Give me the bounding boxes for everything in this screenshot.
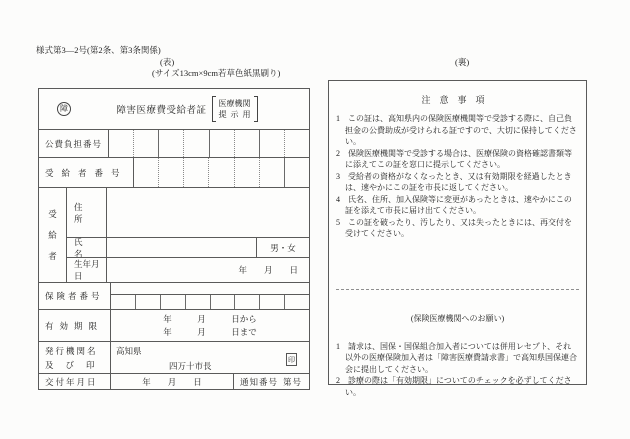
circled-sho-mark-icon — [57, 102, 71, 116]
digit-cell — [234, 158, 259, 187]
digit-cell — [183, 158, 208, 187]
digit-cell — [158, 158, 183, 187]
digit-cell — [160, 295, 185, 309]
mayor-name: 四万十市長 — [169, 361, 212, 371]
insurer-number-row — [39, 282, 309, 309]
digit-cell — [209, 130, 234, 157]
digit-cell — [158, 130, 183, 157]
right-bracket-icon — [254, 96, 258, 122]
validity-period-value — [111, 310, 309, 341]
notice-number-cell — [233, 374, 309, 389]
digit-cell — [111, 295, 135, 309]
digit-cell — [234, 295, 259, 309]
name-value-cell — [107, 238, 256, 257]
validity-period-label: 有効期限 — [39, 310, 111, 341]
presentation-bracket — [212, 96, 258, 122]
recipient-number-row — [39, 157, 309, 187]
digit-cell — [284, 295, 309, 309]
issue-date-label: 交付年月日 — [39, 374, 111, 389]
insurer-number-blank-strip — [111, 283, 309, 295]
issuing-authority-label — [39, 342, 111, 373]
valid-to-line: 年 月 日まで — [163, 327, 257, 337]
digit-cell — [284, 130, 309, 157]
insurer-number-cells — [111, 295, 309, 309]
recipient-vertical-label — [39, 188, 67, 282]
issuing-authority-value — [111, 342, 309, 373]
digit-cell — [135, 295, 160, 309]
notice-number-suffix: 号 — [292, 376, 301, 387]
issue-date-row — [39, 373, 309, 389]
public-expense-number-cells — [109, 130, 309, 157]
digit-cell — [133, 130, 158, 157]
numbered-item: 1 この証は、高知県内の保険医療機関等で受診する際に、自己負担金の公費助成が受けられる証ですので、大切に保持してください。 — [336, 114, 577, 146]
front-side-label: (表) — [160, 57, 175, 67]
recipient-char: 受 — [48, 209, 57, 219]
insurer-number-label: 保険者番号 — [39, 283, 111, 309]
issuing-authority-label-line1: 発行機関名 — [45, 345, 98, 356]
digit-cell — [259, 295, 284, 309]
card-size-note: (サイズ13cm×9cm若草色紙黒刷り) — [152, 68, 281, 78]
notes-list — [336, 113, 579, 240]
mark-char: 障 — [60, 104, 68, 113]
public-expense-number-row — [39, 129, 309, 157]
recipient-char: 給 — [48, 230, 57, 240]
recipient-section — [39, 187, 309, 282]
numbered-item: 2 診療の際は「有効期限」についてのチェックを必ずしてください。 — [336, 376, 572, 397]
birthdate-value-cell: 年 月 日 — [238, 265, 298, 275]
sex-label: 男・女 — [256, 238, 309, 257]
issuing-authority-label-line2: 及び印 — [45, 359, 107, 370]
digit-cell — [210, 295, 235, 309]
certificate-title: 障害医療費受給者証 — [116, 106, 207, 116]
numbered-item: 4 氏名、住所、加入保険等に変更があったときは、速やかにこの証を添えて市長に届け出てください。 — [336, 194, 572, 215]
recipient-char: 者 — [48, 251, 57, 261]
recipient-number-cells — [134, 158, 309, 187]
dashed-divider — [336, 289, 579, 290]
birthdate-label: 生年月日 — [67, 258, 107, 282]
birthdate-row — [67, 257, 309, 282]
public-expense-number-label: 公費負担番号 — [39, 130, 109, 157]
bracket-line-1: 医療機関 — [218, 99, 251, 108]
issue-date-value: 年 月 日 — [142, 376, 202, 387]
recipient-number-label: 受給者番号 — [39, 158, 134, 187]
certificate-title-row — [39, 89, 309, 129]
name-label: 氏名 — [67, 238, 107, 257]
digit-cell — [259, 158, 284, 187]
numbered-item: 3 受給者の資格がなくなったとき、又は有効期限を経過したときは、速やかにこの証を市長に返してください。 — [336, 171, 572, 192]
address-row — [67, 188, 309, 237]
form-number-heading: 様式第3―2号(第2条、第3条関係) — [36, 45, 161, 55]
request-to-institutions-title: (保険医療機関へのお願い) — [410, 313, 505, 323]
validity-period-row — [39, 309, 309, 341]
address-label: 住所 — [67, 188, 107, 237]
prefecture-name: 高知県 — [116, 346, 142, 356]
name-row — [67, 237, 309, 257]
digit-cell — [259, 130, 284, 157]
digit-cell — [183, 130, 208, 157]
digit-cell — [208, 158, 233, 187]
digit-cell — [284, 158, 309, 187]
numbered-item: 1 請求は、国保・国保組合加入者については併用レセプト、それ以外の医療保険加入者は「障害医療費請求書」で高知県国保連合会に提出してください。 — [336, 341, 577, 374]
digit-cell — [134, 158, 158, 187]
digit-cell — [185, 295, 210, 309]
certificate-back-card — [328, 80, 587, 397]
request-list — [336, 341, 579, 399]
notice-number-label: 通知番号 — [240, 376, 279, 387]
back-side-label: (裏) — [455, 57, 470, 67]
valid-from-line: 年 月 日から — [163, 314, 257, 324]
numbered-item: 5 この証を破ったり、汚したり、又は失ったときには、再交付を受けてください。 — [336, 217, 572, 238]
digit-cell — [109, 130, 133, 157]
bracket-line-2: 提示用 — [218, 110, 255, 119]
digit-cell — [234, 130, 259, 157]
notice-number-prefix: 第 — [283, 376, 292, 387]
certificate-front-card — [38, 88, 310, 390]
issuing-authority-row — [39, 341, 309, 373]
title-group — [90, 96, 257, 122]
address-value-cell — [107, 188, 309, 237]
numbered-item: 2 保険医療機関等で受診する場合は、医療保険の資格確認書類等に添えてこの証を窓口に提示してください。 — [336, 148, 572, 169]
notes-title: 注意事項 — [421, 95, 494, 105]
seal-placeholder-icon: 印 — [286, 353, 297, 366]
